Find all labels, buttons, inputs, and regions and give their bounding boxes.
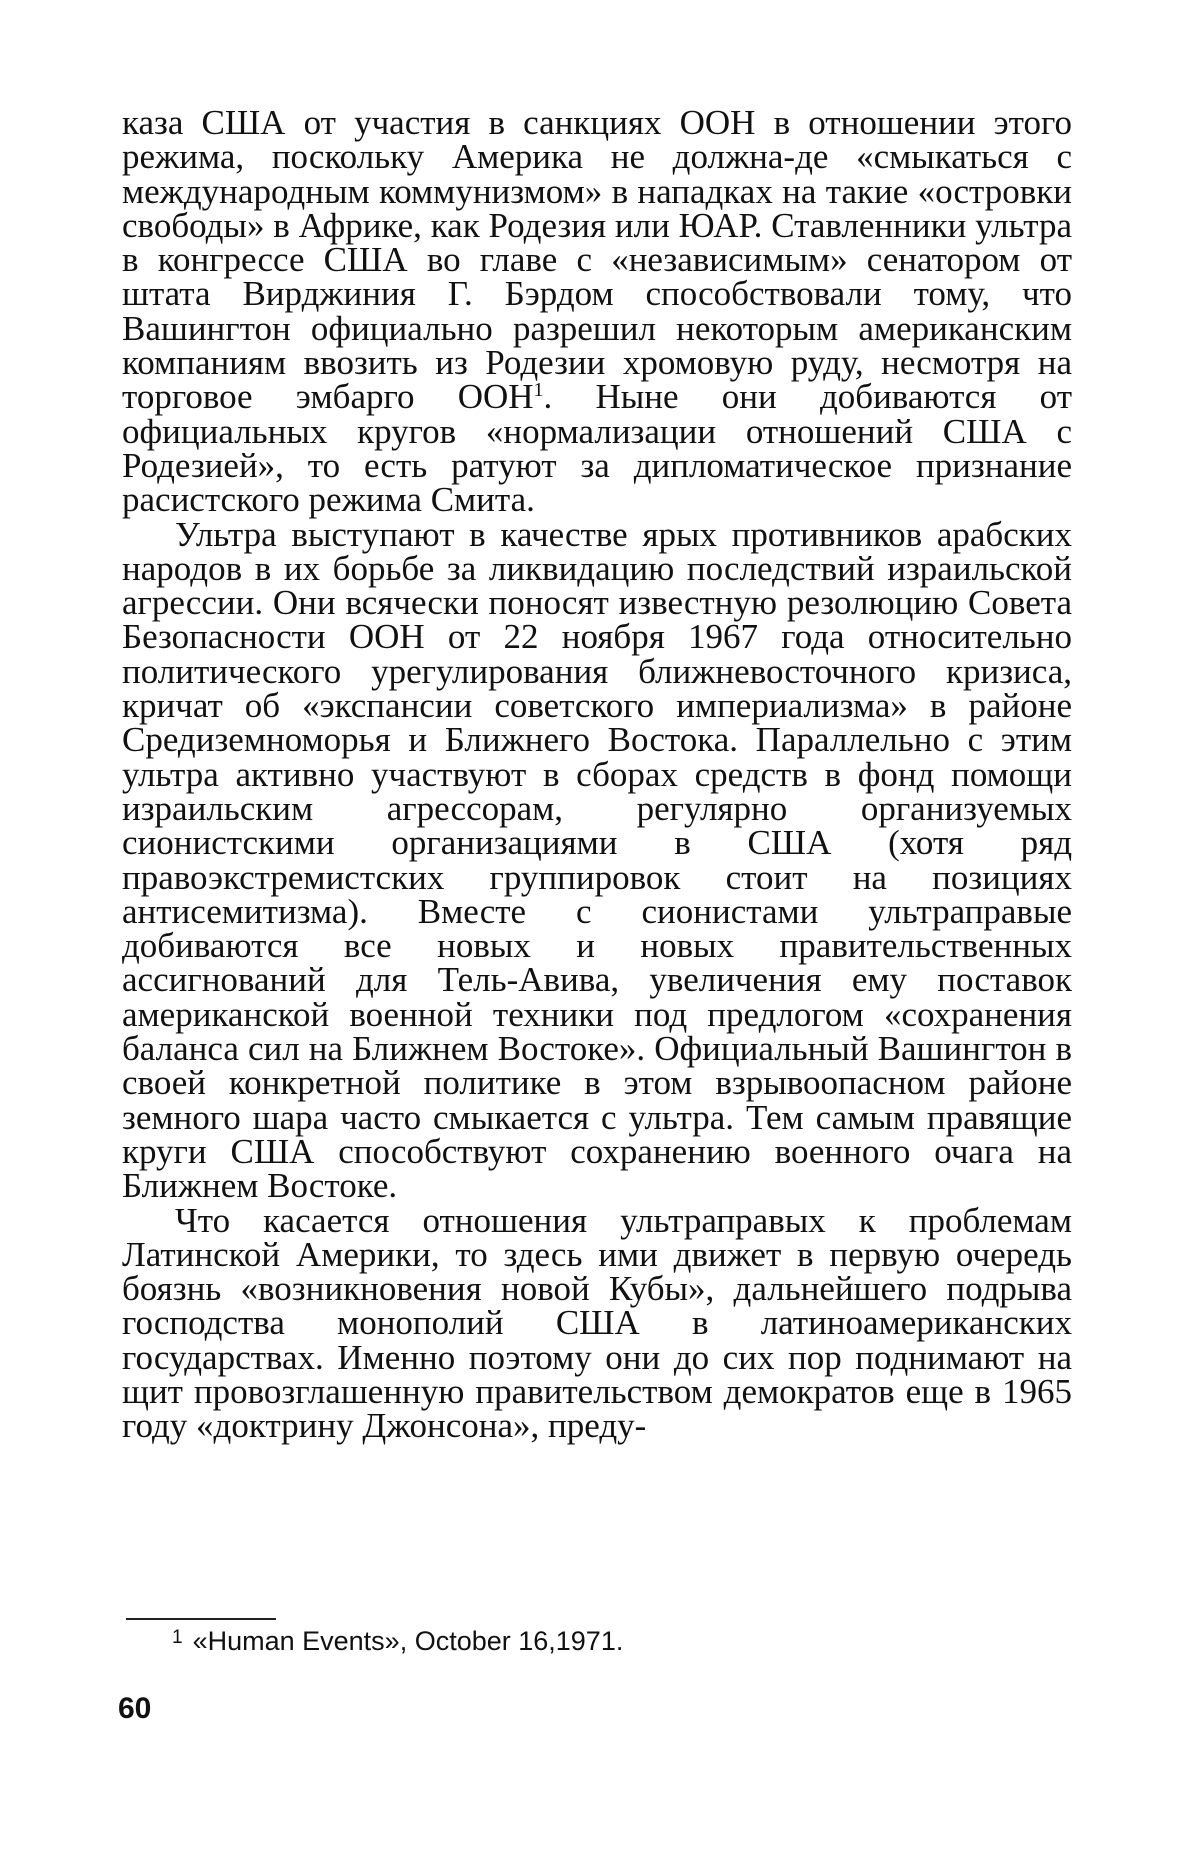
footnote-separator <box>126 1618 276 1620</box>
paragraph-3: Что касается отношения ультраправых к проблемам Латинской Америки, то здесь ими движет в первую очередь боязнь «возникновения новой Кубы», дальнейшего подрыва господства монополий США в латиноамериканских государствах. Именно поэтому они до сих пор поднимают на щит провозглашенную правительством демократов еще в 1965 году «доктрину Джонсона», преду- <box>122 1200 1072 1446</box>
footnote <box>172 1622 623 1657</box>
main-text <box>122 103 1072 1446</box>
paragraph-1-text-a: каза США от участия в санкциях ООН в отношении этого режима, поскольку Америка не должна-де «смыкаться с международным коммунизмом» в нападках на такие «островки свободы» в Африке, как Родезия или ЮАР. Ставленники ультра в конгрессе США во главе с «независимым» сенатором от штата Вирджиния Г. Бэрдом способствовали тому, что Вашингтон официально разрешил некоторым американским компаниям ввозить из Родезии хромовую руду, несмотря на торговое эмбарго ООН <box>122 103 1072 417</box>
footnote-reference: 1 <box>533 379 544 402</box>
paragraph-1-text-b: . Ныне они добиваются от официальных кругов «нормализации отношений США с Родезией», то есть ратуют за дипломатическое признание расистского режима Смита. <box>122 377 1072 520</box>
footnote-number: 1 <box>172 1627 183 1648</box>
footnote-text: «Human Events», October 16,1971. <box>192 1626 624 1656</box>
page-number: 60 <box>118 1692 152 1725</box>
paragraph-2: Ультра выступают в качестве ярых противников арабских народов в их борьбе за ликвидацию последствий израильской агрессии. Они всячески поносят известную резолюцию Совета Безопасности ООН от 22 ноября 1967 года относительно политического урегулирования ближневосточного кризиса, кричат об «экспансии советского империализма» в районе Средиземноморья и Ближнего Востока. Параллельно с этим ультра активно участвуют в сборах средств в фонд помощи израильским агрессорам, регулярно организуемых сионистскими организациями в США (хотя ряд правоэкстремистских группировок стоит на позициях антисемитизма). Вместе с сионистами ультраправые добиваются все новых и новых правительственных ассигнований для Тель-Авива, увеличения ему поставок американской военной техники под предлогом «сохранения баланса сил на Ближнем Востоке». Официальный Вашингтон в своей конкретной политике в этом взрывоопасном районе земного шара часто смыкается с ультра. Тем самым правящие круги США способствуют сохранению военного очага на Ближнем Востоке. <box>122 514 1072 1206</box>
paragraph-1 <box>122 103 1072 520</box>
